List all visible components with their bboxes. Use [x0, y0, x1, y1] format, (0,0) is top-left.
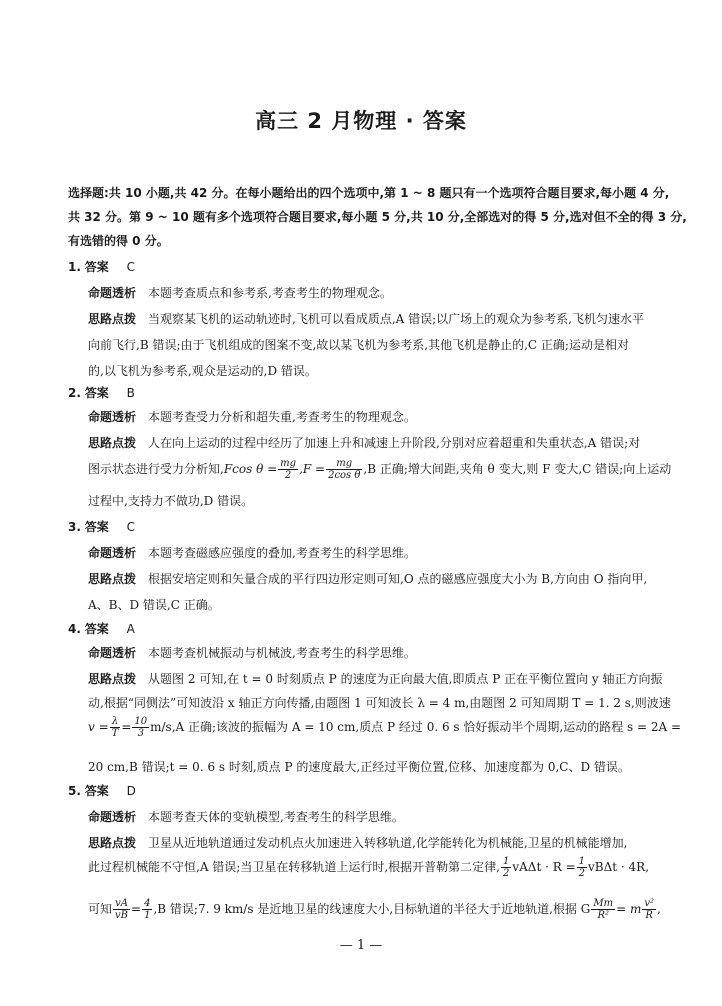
question-4-intent: 命题透析 本题考查机械振动与机械波,考查考生的科学思维。	[88, 646, 416, 660]
question-5-intent: 命题透析 本题考查天体的变轨模型,考查考生的科学思维。	[88, 810, 404, 824]
question-1-analysis: 思路点拨 当观察某飞机的运动轨迹时,飞机可以看成质点,A 错误;以广场上的观众为参考系,飞机匀速水平	[88, 312, 644, 326]
analysis-line: 过程中,支持力不做功,D 错误。	[88, 494, 254, 508]
fraction: $\frac{4}{1}$	[144, 898, 151, 921]
intro-line: 选择题:共 10 小题,共 42 分。在每小题给出的四个选项中,第 1 ~ 8 题只有一个选项符合题目要求,每小题 4 分,	[68, 186, 670, 200]
question-3-answer: 3. 答案 C	[68, 520, 135, 534]
analysis-formula-line: 此过程机械能不守恒,A 错误;当卫星在转移轨道上运行时,根据开普勒第二定律, $\frac{1}{2}$ vAΔt · R = $\frac{1}{2}$ vBΔt · 4R,	[88, 856, 650, 879]
fraction: $\frac{1}{2}$	[502, 856, 510, 879]
analysis-line: 向前飞行,B 错误;由于飞机组成的图案不变,故以某飞机为参考系,其他飞机是静止的,C 正确;运动是相对	[88, 338, 629, 352]
question-3-intent: 命题透析 本题考查磁感应强度的叠加,考查考生的科学思维。	[88, 546, 416, 560]
fraction: $\frac{Mm}{\text{R²}}$	[593, 898, 614, 921]
fraction: $\frac{mg}{2}$	[280, 458, 297, 481]
fraction: $\frac{vA}{vB}$	[115, 898, 129, 921]
analysis-formula-line: v = $\frac{\lambda}{T}$ = $\frac{10}{3}$ m/s,A 正确;该波的振幅为 A = 10 cm,质点 P 经过 0. 6 s 恰好振动半个周期,运动的路程 s = 2A =	[88, 716, 682, 739]
analysis-formula-line: 图示状态进行受力分析知,Fcos θ = $\frac{mg}{2}$ ,F = $\frac{mg}{\text{2cos θ}}$ ,B 正确;增大间距,夹角 θ 变大,则 F 变大,C 错误;向上运动	[88, 458, 672, 481]
intro-line: 共 32 分。第 9 ~ 10 题有多个选项符合题目要求,每小题 5 分,共 10 分,全部选对的得 5 分,选对但不全的得 3 分,	[68, 210, 687, 224]
analysis-line: A、B、D 错误,C 正确。	[88, 598, 220, 612]
question-4-answer: 4. 答案 A	[68, 622, 135, 636]
question-5-answer: 5. 答案 D	[68, 784, 136, 798]
question-3-analysis: 思路点拨 根据安培定则和矢量合成的平行四边形定则可知,O 点的磁感应强度大小为 B,方向由 O 指向甲,	[88, 572, 648, 586]
intro-line: 有选错的得 0 分。	[68, 234, 169, 248]
section-intro	[68, 181, 687, 253]
analysis-line: 动,根据“同侧法”可知波沿 x 轴正方向传播,由题图 1 可知波长 λ = 4 m,由题图 2 可知周期 T = 1. 2 s,则波速	[88, 696, 671, 710]
analysis-line: 20 cm,B 错误;t = 0. 6 s 时刻,质点 P 的速度最大,正经过平衡位置,位移、加速度都为 0,C、D 错误。	[88, 760, 630, 774]
page-title: 高三 2 月物理 · 答案	[255, 109, 467, 133]
fraction: $\frac{\lambda}{T}$	[111, 716, 119, 739]
question-2-intent: 命题透析 本题考查受力分析和超失重,考查考生的物理观念。	[88, 410, 416, 424]
question-2-answer: 2. 答案 B	[68, 386, 135, 400]
page-number: — 1 —	[339, 938, 383, 953]
question-2-analysis: 思路点拨 人在向上运动的过程中经历了加速上升和减速上升阶段,分别对应着超重和失重状态,A 错误;对	[88, 436, 641, 450]
fraction: $\frac{mg}{\text{2cos θ}}$	[328, 458, 361, 481]
fraction: $\frac{\text{v²}}{R}$	[644, 898, 655, 921]
analysis-formula-line: 可知 $\frac{vA}{vB}$ = $\frac{4}{1}$ ,B 错误;7. 9 km/s 是近地卫星的线速度大小,目标轨道的半径大于近地轨道,根据 G $\frac{Mm}{\text{R²}}$ = m $\frac{\text{v²}}{R}$ ,	[88, 898, 661, 921]
analysis-line: 的,以飞机为参考系,观众是运动的,D 错误。	[88, 364, 317, 378]
question-1-intent: 命题透析 本题考查质点和参考系,考查考生的物理观念。	[88, 286, 392, 300]
question-1-answer: 1. 答案 C	[68, 260, 135, 274]
fraction: $\frac{1}{2}$	[578, 856, 586, 879]
question-4-analysis: 思路点拨 从题图 2 可知,在 t = 0 时刻质点 P 的速度为正向最大值,即质点 P 正在平衡位置向 y 轴正方向振	[88, 672, 663, 686]
fraction: $\frac{10}{3}$	[134, 716, 148, 739]
question-5-analysis: 思路点拨 卫星从近地轨道通过发动机点火加速进入转移轨道,化学能转化为机械能,卫星的机械能增加,	[88, 836, 628, 850]
